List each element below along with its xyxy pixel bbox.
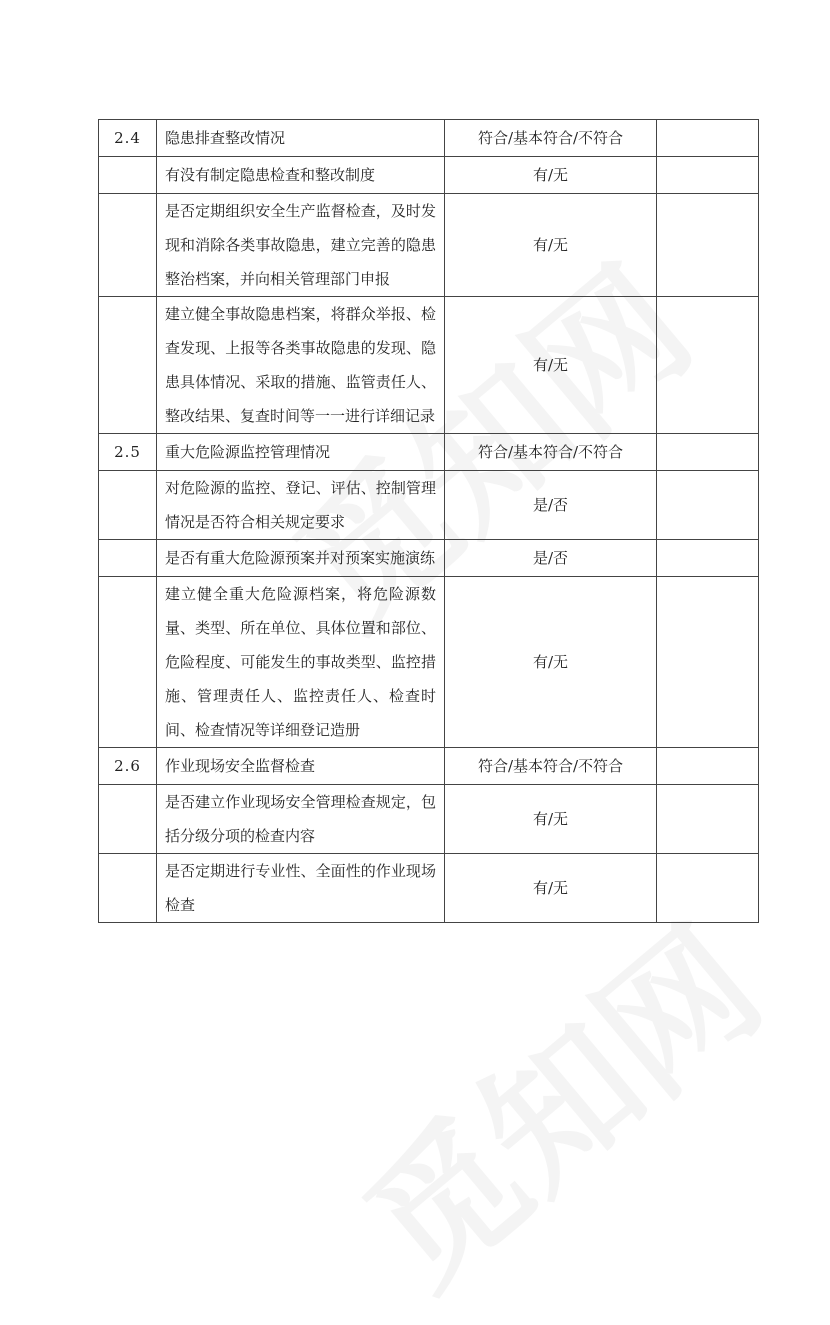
- table-row: [99, 748, 759, 785]
- table-row: [99, 194, 759, 297]
- remarks-cell: [657, 577, 759, 748]
- remarks-cell: [657, 194, 759, 297]
- table-row: [99, 577, 759, 748]
- result-options: 符合/基本符合/不符合: [445, 434, 657, 471]
- item-number: [99, 785, 157, 854]
- remarks-cell: [657, 297, 759, 434]
- result-options: 符合/基本符合/不符合: [445, 748, 657, 785]
- result-options: 有/无: [445, 785, 657, 854]
- table-row: [99, 157, 759, 194]
- item-number: [99, 577, 157, 748]
- item-description: 是否建立作业现场安全管理检查规定，包括分级分项的检查内容: [157, 785, 445, 854]
- table-row: [99, 471, 759, 540]
- item-title: 隐患排查整改情况: [157, 120, 445, 157]
- table-row: [99, 785, 759, 854]
- table-row: [99, 540, 759, 577]
- remarks-cell: [657, 748, 759, 785]
- remarks-cell: [657, 120, 759, 157]
- item-title: 重大危险源监控管理情况: [157, 434, 445, 471]
- remarks-cell: [657, 540, 759, 577]
- watermark: [313, 871, 797, 1325]
- item-number: 2.5: [99, 434, 157, 471]
- remarks-cell: [657, 434, 759, 471]
- item-description: 是否有重大危险源预案并对预案实施演练: [157, 540, 445, 577]
- result-options: 有/无: [445, 157, 657, 194]
- item-number: [99, 194, 157, 297]
- remarks-cell: [657, 785, 759, 854]
- item-description: 对危险源的监控、登记、评估、控制管理情况是否符合相关规定要求: [157, 471, 445, 540]
- table-row: [99, 854, 759, 923]
- remarks-cell: [657, 157, 759, 194]
- item-number: 2.6: [99, 748, 157, 785]
- remarks-cell: [657, 471, 759, 540]
- item-description: 是否定期进行专业性、全面性的作业现场检查: [157, 854, 445, 923]
- result-options: 是/否: [445, 540, 657, 577]
- item-number: [99, 471, 157, 540]
- item-description: 是否定期组织安全生产监督检查，及时发现和消除各类事故隐患，建立完善的隐患整治档案，并向相关管理部门申报: [157, 194, 445, 297]
- result-options: 有/无: [445, 297, 657, 434]
- result-options: 有/无: [445, 577, 657, 748]
- item-number: 2.4: [99, 120, 157, 157]
- inspection-table: [98, 119, 759, 923]
- item-number: [99, 297, 157, 434]
- item-number: [99, 540, 157, 577]
- table-row: [99, 297, 759, 434]
- result-options: 有/无: [445, 194, 657, 297]
- item-title: 作业现场安全监督检查: [157, 748, 445, 785]
- item-description: 建立健全事故隐患档案，将群众举报、检查发现、上报等各类事故隐患的发现、隐患具体情况、采取的措施、监管责任人、整改结果、复查时间等一一进行详细记录: [157, 297, 445, 434]
- item-number: [99, 157, 157, 194]
- item-number: [99, 854, 157, 923]
- result-options: 是/否: [445, 471, 657, 540]
- table-row: [99, 120, 759, 157]
- result-options: 符合/基本符合/不符合: [445, 120, 657, 157]
- item-description: 建立健全重大危险源档案，将危险源数量、类型、所在单位、具体位置和部位、危险程度、可能发生的事故类型、监控措施、管理责任人、监控责任人、检查时间、检查情况等详细登记造册: [157, 577, 445, 748]
- table-row: [99, 434, 759, 471]
- result-options: 有/无: [445, 854, 657, 923]
- remarks-cell: [657, 854, 759, 923]
- item-description: 有没有制定隐患检查和整改制度: [157, 157, 445, 194]
